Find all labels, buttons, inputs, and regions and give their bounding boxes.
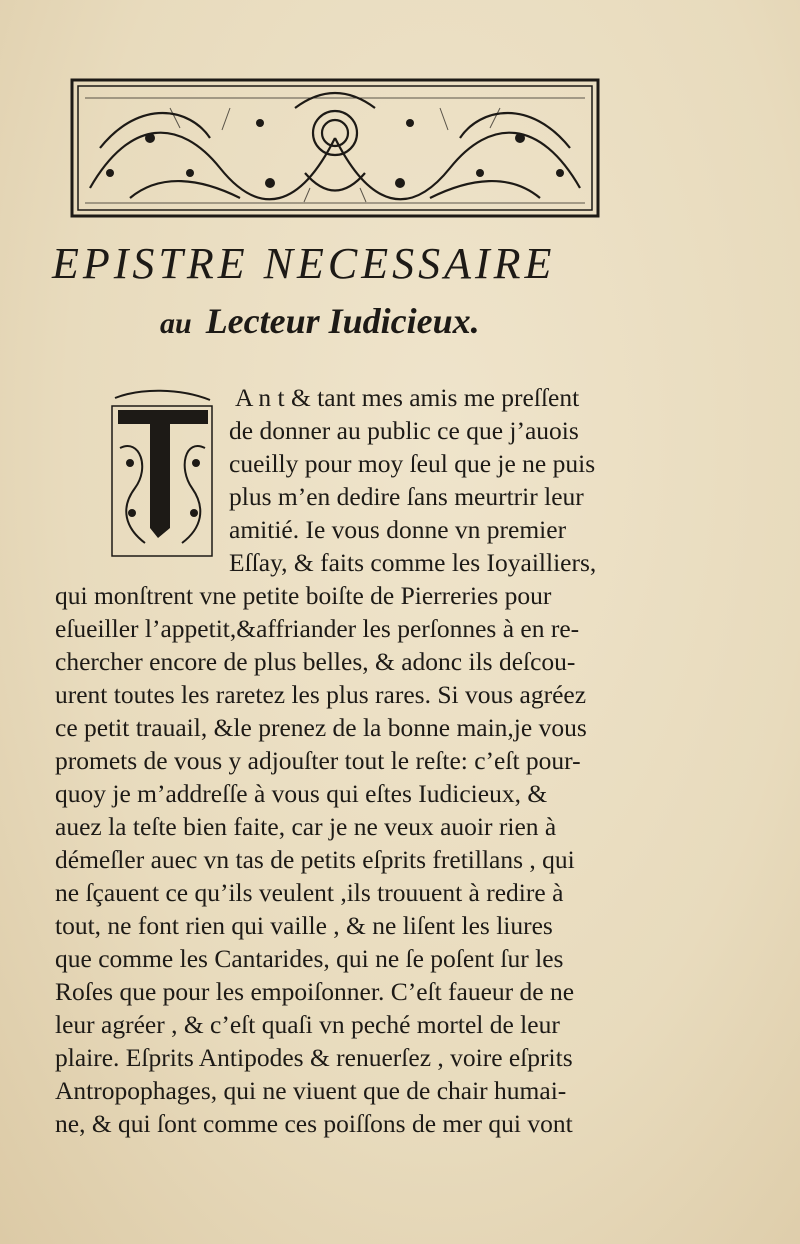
text-line: tout, ne font rien qui vaille , & ne liſent les liures xyxy=(55,911,553,940)
page-subtitle xyxy=(160,300,660,342)
text-line: auez la teſte bien faite, car je ne veux auoir rien à xyxy=(55,812,557,841)
text-line: cueilly pour moy ſeul que je ne puis xyxy=(229,449,596,478)
text-line: de donner au public ce que j’auois xyxy=(229,416,579,445)
text-line: urent toutes les raretez les plus rares. Si vous agréez xyxy=(55,680,587,709)
text-line: que comme les Cantarides, qui ne ſe poſent ſur les xyxy=(55,944,564,973)
text-line: quoy je m’addreſſe à vous qui eſtes Iudicieux, & xyxy=(55,779,548,808)
text-line: démeſler auec vn tas de petits eſprits fretillans , qui xyxy=(55,845,575,874)
text-line: chercher encore de plus belles, & adonc ils deſcou- xyxy=(55,647,576,676)
text-line: Roſes que pour les empoiſonner. C’eſt faueur de ne xyxy=(55,977,575,1006)
text-line: A n t & tant mes amis me preſſent xyxy=(235,383,580,412)
text-line: qui monſtrent vne petite boiſte de Pierreries pour xyxy=(55,581,552,610)
text-line: leur agréer , & c’eſt quaſi vn peché mortel de leur xyxy=(55,1010,560,1039)
page-title: EPISTRE NECESSAIRE xyxy=(52,239,556,288)
text-line: plus m’en dedire ſans meurtrir leur xyxy=(229,482,584,511)
text-line: Antropophages, qui ne viuent que de chair humai- xyxy=(55,1076,567,1105)
decorated-initial-t xyxy=(110,388,215,558)
text-line: ne, & qui ſont comme ces poiſſons de mer qui vont xyxy=(55,1109,573,1138)
text-line: ne ſçauent ce qu’ils veulent ,ils trouuent à redire à xyxy=(55,878,564,907)
decorative-headpiece xyxy=(70,78,600,218)
text-line: eſueiller l’appetit,&affriander les perſonnes à en re- xyxy=(55,614,580,643)
subtitle-prefix: au xyxy=(160,307,192,340)
subtitle-main: Lecteur Iudicieux. xyxy=(205,301,480,341)
text-line: plaire. Eſprits Antipodes & renuerſez , voire eſprits xyxy=(55,1043,573,1072)
text-line: ce petit trauail, &le prenez de la bonne main,je vous xyxy=(55,713,587,742)
text-line: Eſſay, & faits comme les Ioyailliers, xyxy=(229,548,597,577)
text-line: promets de vous y adjouſter tout le reſte: c’eſt pour- xyxy=(55,746,581,775)
text-line: amitié. Ie vous donne vn premier xyxy=(229,515,567,544)
